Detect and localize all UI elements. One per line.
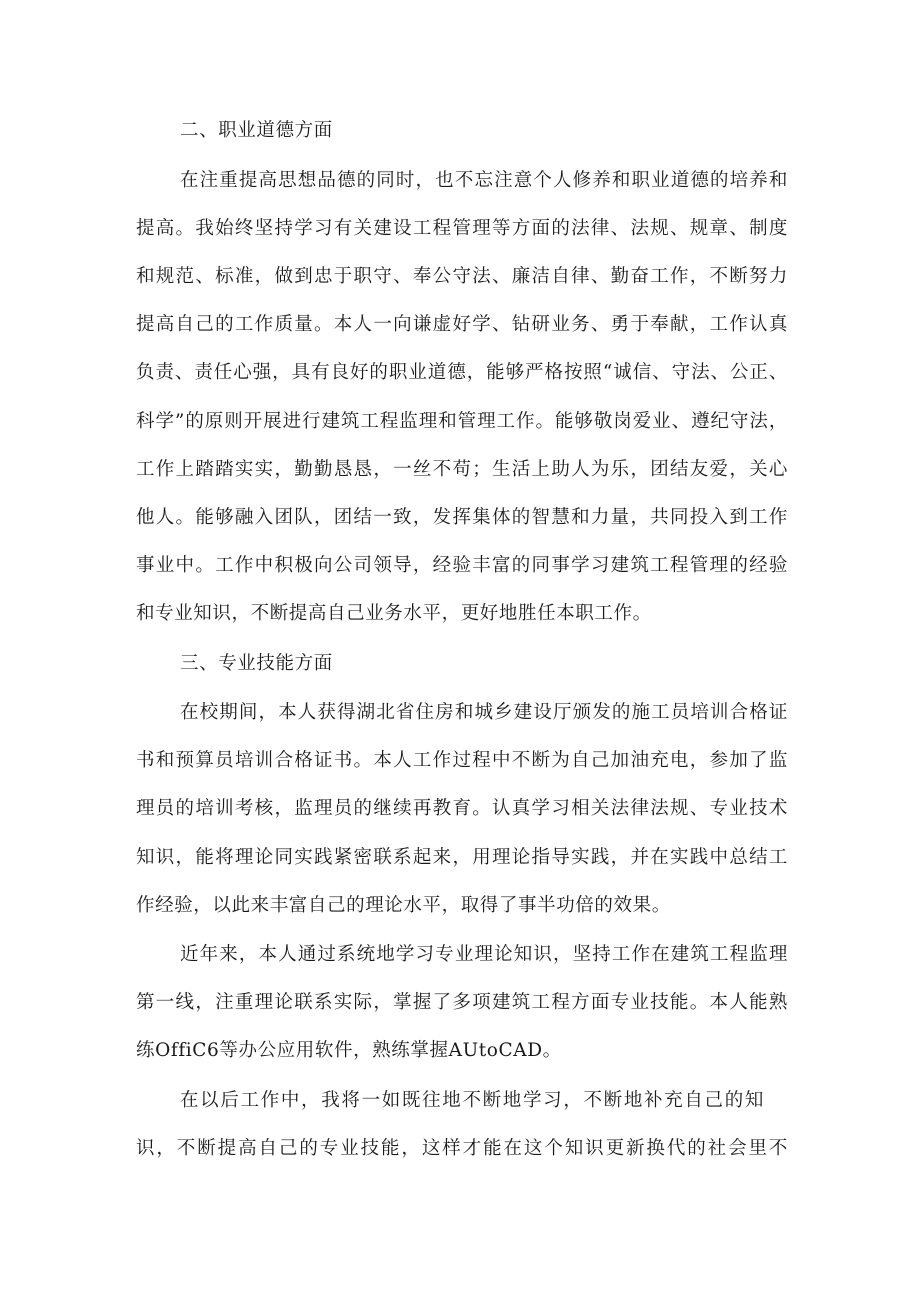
paragraph-line: 科学”的原则开展进行建筑工程监理和管理工作。能够敬岗爱业、遵纪守法， bbox=[136, 411, 788, 432]
paragraph-line: 工作上踏踏实实，勤勤恳恳，一丝不苟；生活上助人为乐，团结友爱，关心 bbox=[136, 459, 788, 480]
paragraph-line: 练OffiC6等办公应用软件，熟练掌握AUtoCAD。 bbox=[136, 1040, 562, 1061]
paragraph-line: 近年来，本人通过系统地学习专业理论知识，坚持工作在建筑工程监理 bbox=[180, 944, 788, 965]
paragraph-line: 在以后工作中，我将一如既往地不断地学习，不断地补充自己的知 bbox=[180, 1090, 764, 1111]
paragraph-line: 知识，能将理论同实践紧密联系起来，用理论指导实践，并在实践中总结工 bbox=[136, 847, 788, 868]
paragraph-line: 理员的培训考核，监理员的继续再教育。认真学习相关法律法规、专业技术 bbox=[136, 798, 788, 819]
paragraph-line: 提高。我始终坚持学习有关建设工程管理等方面的法律、法规、规章、制度 bbox=[136, 218, 788, 239]
paragraph-line: 识，不断提高自己的专业技能，这样才能在这个知识更新换代的社会里不 bbox=[136, 1138, 788, 1159]
paragraph-line: 事业中。工作中积极向公司领导，经验丰富的同事学习建筑工程管理的经验 bbox=[136, 555, 788, 576]
paragraph-line: 他人。能够融入团队，团结一致，发挥集体的智慧和力量，共同投入到工作 bbox=[136, 507, 788, 528]
section-heading: 二、职业道德方面 bbox=[180, 120, 333, 141]
paragraph-line: 和专业知识，不断提高自己业务水平，更好地胜任本职工作。 bbox=[136, 603, 652, 624]
paragraph-line: 在校期间，本人获得湖北省住房和城乡建设厅颁发的施工员培训合格证 bbox=[180, 702, 788, 723]
paragraph-line: 在注重提高思想品德的同时，也不忘注意个人修养和职业道德的培养和 bbox=[180, 170, 788, 191]
paragraph-line: 负责、责任心强，具有良好的职业道德，能够严格按照“诚信、守法、公正、 bbox=[136, 362, 788, 383]
paragraph-line: 和规范、标准，做到忠于职守、奉公守法、廉洁自律、勤奋工作，不断努力 bbox=[136, 266, 788, 287]
section-heading: 三、专业技能方面 bbox=[180, 653, 333, 674]
paragraph-line: 书和预算员培训合格证书。本人工作过程中不断为自己加油充电，参加了监 bbox=[136, 750, 788, 771]
paragraph-line: 提高自己的工作质量。本人一向谦虚好学、钻研业务、勇于奉献，工作认真 bbox=[136, 314, 788, 335]
paragraph-line: 第一线，注重理论联系实际，掌握了多项建筑工程方面专业技能。本人能熟 bbox=[136, 992, 788, 1013]
paragraph-line: 作经验，以此来丰富自己的理论水平，取得了事半功倍的效果。 bbox=[136, 895, 671, 916]
